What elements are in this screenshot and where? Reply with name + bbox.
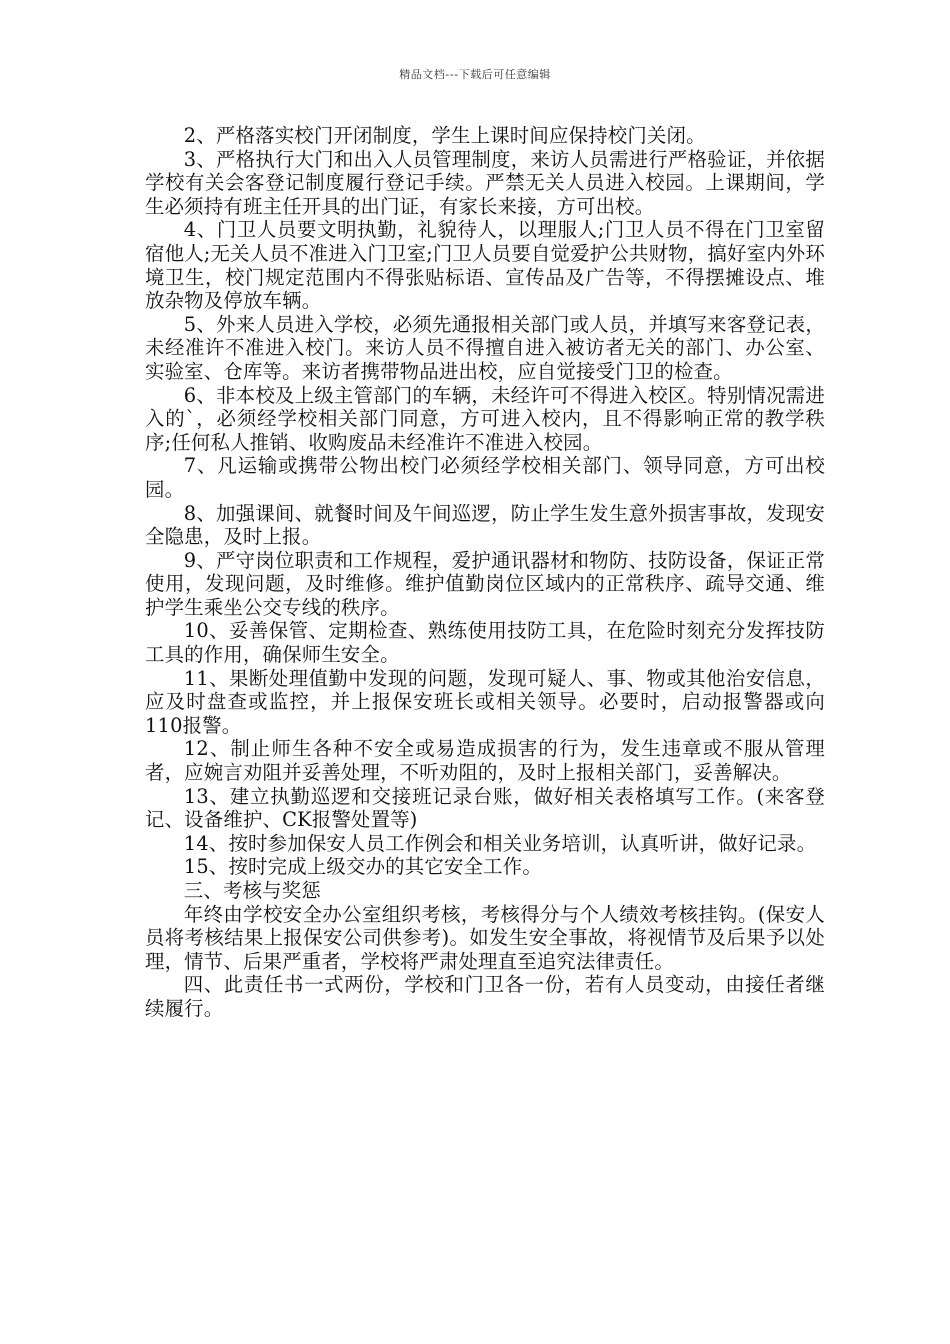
paragraph-item-11: 11、果断处理值勤中发现的问题，发现可疑人、事、物或其他治安信息，应及时盘查或监控，并上报保安班长或相关领导。必要时，启动报警器或向110报警。 bbox=[145, 666, 825, 737]
paragraph-item-6: 6、非本校及上级主管部门的车辆，未经许可不得进入校区。特别情况需进入的`，必须经学校相关部门同意，方可进入校内，且不得影响正常的教学秩序;任何私人推销、收购废品未经准许不准进入校园。 bbox=[145, 383, 825, 454]
paragraph-item-3: 3、严格执行大门和出入人员管理制度，来访人员需进行严格验证，并依据学校有关会客登记制度履行登记手续。严禁无关人员进入校园。上课期间，学生必须持有班主任开具的出门证，有家长来接，方可出校。 bbox=[145, 147, 825, 218]
section-heading-assessment: 三、考核与奖惩 bbox=[183, 879, 321, 902]
page-header: 精品文档---下载后可任意编辑 bbox=[399, 68, 551, 81]
paragraph-item-7: 7、凡运输或携带公物出校门必须经学校相关部门、领导同意，方可出校园。 bbox=[145, 454, 825, 501]
paragraph-item-4: 4、门卫人员要文明执勤，礼貌待人，以理服人;门卫人员不得在门卫室留宿他人;无关人员不准进入门卫室;门卫人员要自觉爱护公共财物，搞好室内外环境卫生，校门规定范围内不得张贴标语、宣传品及广告等，不得摆摊设点、堆放杂物及停放车辆。 bbox=[145, 218, 825, 313]
paragraph-item-10: 10、妥善保管、定期检查、熟练使用技防工具，在危险时刻充分发挥技防工具的作用，确保师生安全。 bbox=[145, 619, 825, 667]
paragraph-item-15: 15、按时完成上级交办的其它安全工作。 bbox=[183, 855, 542, 879]
paragraph-item-9: 9、严守岗位职责和工作规程，爱护通讯器材和物防、技防设备，保证正常使用，发现问题，及时维修。维护值勤岗位区域内的正常秩序、疏导交通、维护学生乘坐公交专线的秩序。 bbox=[145, 548, 825, 619]
paragraph-item-5: 5、外来人员进入学校，必须先通报相关部门或人员，并填写来客登记表，未经准许不准进入校门。来访人员不得擅自进入被访者无关的部门、办公室、实验室、仓库等。来访者携带物品进出校，应自觉接受门卫的检查。 bbox=[145, 312, 825, 383]
section-closing-copies: 四、此责任书一式两份，学校和门卫各一份，若有人员变动，由接任者继续履行。 bbox=[145, 973, 825, 1020]
paragraph-item-8: 8、加强课间、就餐时间及午间巡逻，防止学生发生意外损害事故，发现安全隐患，及时上报。 bbox=[145, 501, 825, 549]
paragraph-item-13: 13、建立执勤巡逻和交接班记录台账，做好相关表格填写工作。(来客登记、设备维护、CK报警处置等) bbox=[145, 784, 825, 832]
paragraph-item-12: 12、制止师生各种不安全或易造成损害的行为，发生违章或不服从管理者，应婉言劝阻并妥善处理，不听劝阻的，及时上报相关部门，妥善解决。 bbox=[145, 737, 825, 785]
paragraph-assessment: 年终由学校安全办公室组织考核，考核得分与个人绩效考核挂钩。(保安人员将考核结果上报保安公司供参考)。如发生安全事故，将视情节及后果予以处理，情节、后果严重者，学校将严肃处理直至追究法律责任。 bbox=[145, 902, 825, 973]
paragraph-item-14: 14、按时参加保安人员工作例会和相关业务培训，认真听讲，做好记录。 bbox=[183, 831, 817, 855]
document-body bbox=[145, 124, 825, 1021]
paragraph-item-2: 2、严格落实校门开闭制度，学生上课时间应保持校门关闭。 bbox=[183, 124, 706, 147]
